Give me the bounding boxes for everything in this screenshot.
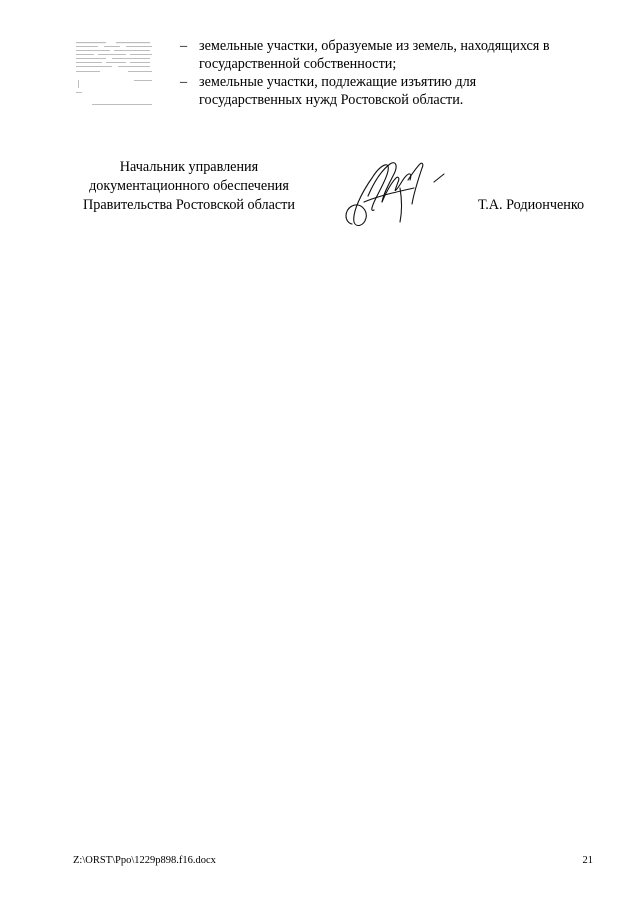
list-item-line: земельные участки, образуемые из земель, находящихся в bbox=[199, 38, 550, 54]
list-item-line: государственной собственности; bbox=[199, 56, 397, 72]
bullet-dash: – bbox=[180, 38, 188, 54]
list-item bbox=[180, 73, 600, 109]
handwritten-signature bbox=[338, 152, 456, 236]
list-item bbox=[180, 37, 600, 73]
position-line: Правительства Ростовской области bbox=[83, 197, 295, 213]
footer-file-path: Z:\ORST\Ppo\1229p898.f16.docx bbox=[73, 855, 216, 866]
bullet-list bbox=[180, 37, 600, 109]
page-number: 21 bbox=[582, 855, 593, 866]
position-line: Начальник управления bbox=[119, 159, 259, 175]
signer-name: Т.А. Родионченко bbox=[478, 197, 585, 213]
bullet-dash: – bbox=[180, 74, 188, 90]
position-line: документационного обеспечения bbox=[89, 178, 289, 194]
faded-stamp-mark bbox=[74, 40, 156, 106]
list-item-line: земельные участки, подлежащие изъятию для bbox=[199, 74, 477, 90]
list-item-line: государственных нужд Ростовской области. bbox=[199, 92, 464, 108]
signatory-position bbox=[60, 158, 318, 215]
